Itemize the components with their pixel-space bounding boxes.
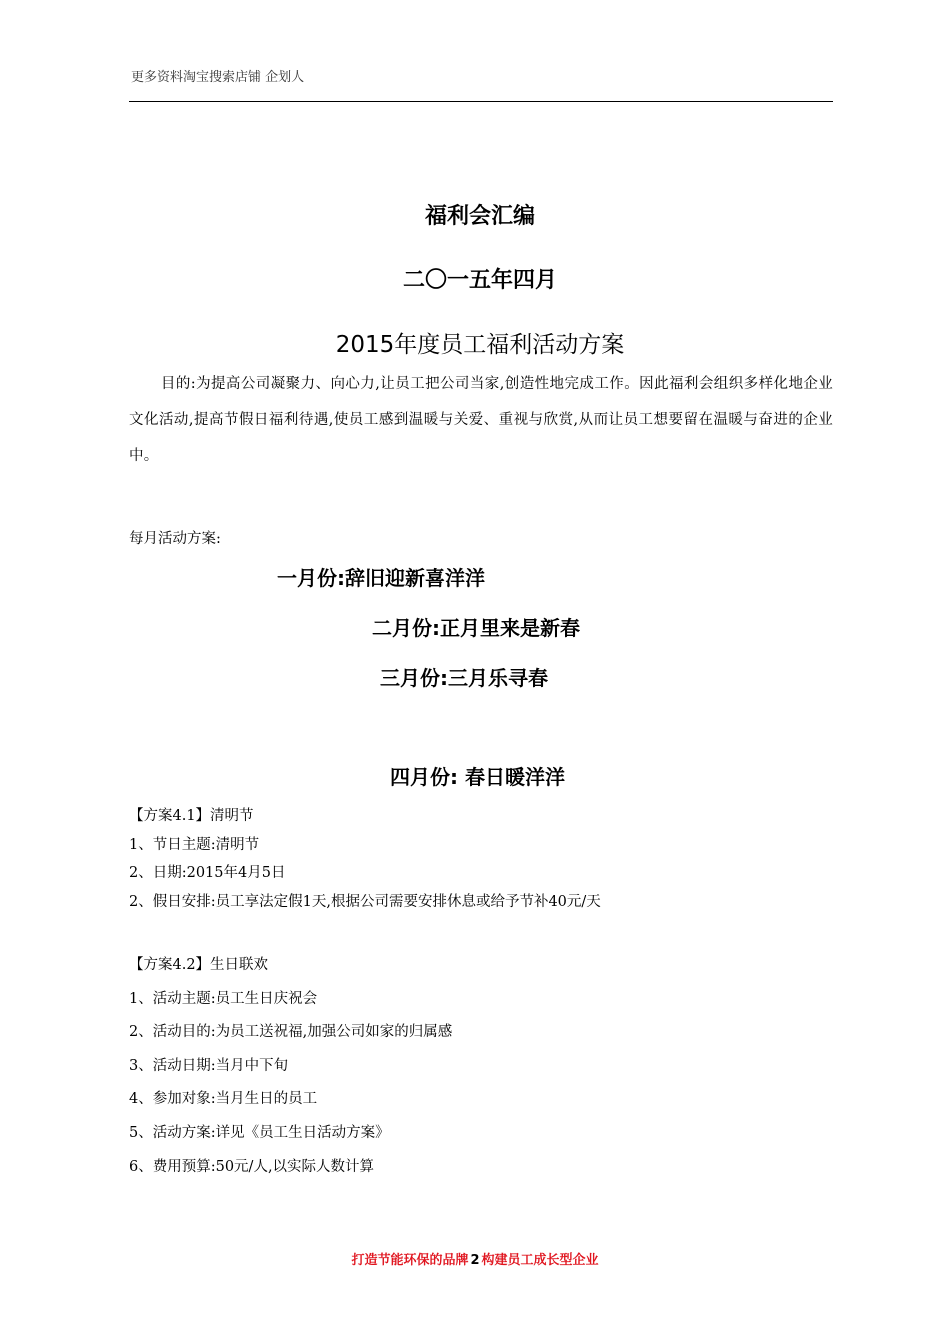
plan-4-1-item: 2、日期:2015年4月5日 xyxy=(129,865,286,881)
plan-4-2-title: 【方案4.2】生日联欢 xyxy=(129,957,269,973)
page-header-text: 更多资料淘宝搜索店铺 企划人 xyxy=(131,70,305,85)
month-heading-march: 三月份:三月乐寻春 xyxy=(380,666,548,690)
plan-4-1-title: 【方案4.1】清明节 xyxy=(129,808,254,824)
plan-4-2-item: 1、活动主题:员工生日庆祝会 xyxy=(129,991,318,1007)
plan-4-1-item: 2、假日安排:员工享法定假1天,根据公司需要安排休息或给予节补40元/天 xyxy=(129,894,601,910)
month-heading-january: 一月份:辞旧迎新喜洋洋 xyxy=(277,566,485,590)
footer-slogan-right: 构建员工成长型企业 xyxy=(481,1253,599,1268)
page-number: 2 xyxy=(470,1253,480,1268)
purpose-paragraph: 目的:为提高公司凝聚力、向心力,让员工把公司当家,创造性地完成工作。因此福利会组织多样化地企业文化活动,提高节假日福利待遇,使员工感到温暖与关爱、重视与欣赏,从而让员工想要留在温暖与奋进的企业中。 xyxy=(129,376,833,464)
footer-slogan-left: 打造节能环保的品牌 xyxy=(351,1253,469,1268)
month-heading-february: 二月份:正月里来是新春 xyxy=(372,616,580,640)
plan-4-2-item: 5、活动方案:详见《员工生日活动方案》 xyxy=(129,1125,390,1141)
page-footer xyxy=(0,1249,950,1268)
document-date: 二〇一五年四月 xyxy=(402,268,557,293)
plan-4-2-item: 2、活动目的:为员工送祝福,加强公司如家的归属感 xyxy=(129,1024,453,1040)
plan-4-2-item: 6、费用预算:50元/人,以实际人数计算 xyxy=(129,1159,375,1175)
plan-4-2-item: 3、活动日期:当月中下旬 xyxy=(129,1058,289,1074)
month-heading-april: 四月份: 春日暖洋洋 xyxy=(390,765,565,789)
plan-title: 2015年度员工福利活动方案 xyxy=(335,332,625,358)
document-title: 福利会汇编 xyxy=(424,204,535,229)
plan-4-2-item: 4、参加对象:当月生日的员工 xyxy=(129,1091,318,1107)
monthly-plan-label: 每月活动方案: xyxy=(129,531,221,547)
header-divider xyxy=(129,101,833,102)
plan-4-1-item: 1、节日主题:清明节 xyxy=(129,837,260,853)
